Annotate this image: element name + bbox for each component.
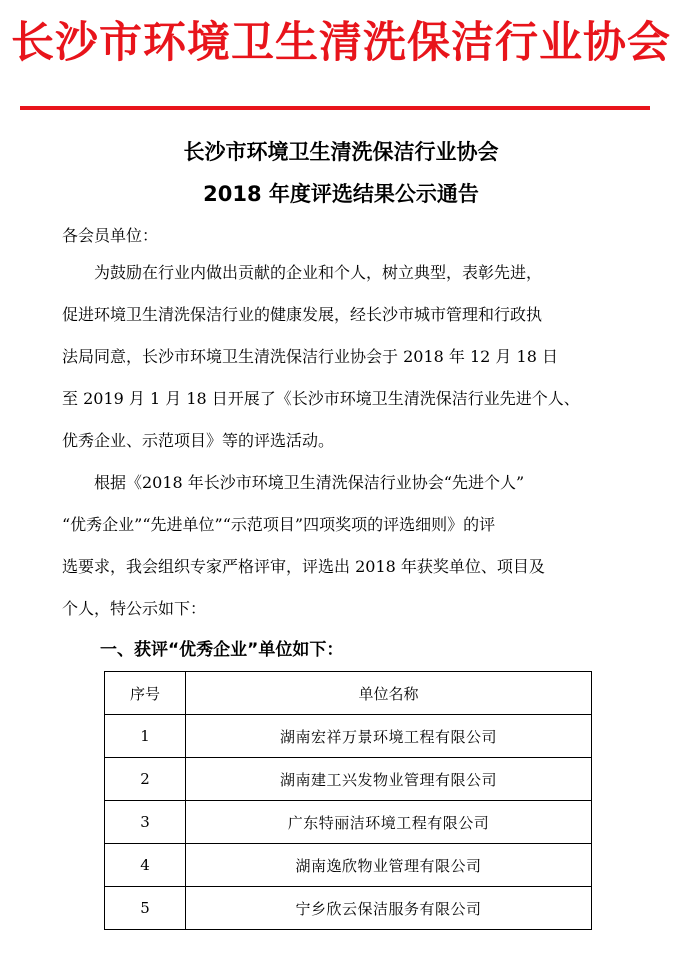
row-index: 2: [105, 758, 186, 801]
paragraph-line: 选要求，我会组织专家严格评审，评选出 2018 年获奖单位、项目及: [62, 557, 545, 576]
row-index: 1: [105, 715, 186, 758]
red-divider: [20, 106, 650, 110]
row-unit-name: 湖南宏祥万景环境工程有限公司: [186, 715, 592, 758]
table-row: [105, 844, 592, 887]
section-heading-excellent-enterprises: 一、获评“优秀企业”单位如下：: [100, 640, 344, 660]
column-header-unit-name: 单位名称: [186, 672, 592, 715]
table-row: [105, 801, 592, 844]
row-unit-name: 湖南逸欣物业管理有限公司: [186, 844, 592, 887]
row-index: 4: [105, 844, 186, 887]
paragraph-1: [62, 252, 620, 462]
row-index: 3: [105, 801, 186, 844]
paragraph-line: 个人，特公示如下：: [62, 599, 207, 618]
row-index: 5: [105, 887, 186, 930]
row-unit-name: 宁乡欣云保洁服务有限公司: [186, 887, 592, 930]
paragraph-line: 根据《2018 年长沙市环境卫生清洗保洁行业协会“先进个人”: [94, 473, 525, 492]
masthead-title: 长沙市环境卫生清洗保洁行业协会: [11, 18, 671, 68]
paragraph-line: 为鼓励在行业内做出贡献的企业和个人，树立典型，表彰先进，: [94, 263, 543, 282]
row-unit-name: 湖南建工兴发物业管理有限公司: [186, 758, 592, 801]
document-title-line-2: 2018 年度评选结果公示通告: [203, 182, 479, 206]
table-row: [105, 715, 592, 758]
paragraph-line: 至 2019 月 1 月 18 日开展了《长沙市环境卫生清洗保洁行业先进个人、: [62, 389, 580, 408]
row-unit-name: 广东特丽洁环境工程有限公司: [186, 801, 592, 844]
paragraph-line: 促进环境卫生清洗保洁行业的健康发展，经长沙市城市管理和行政执: [62, 305, 543, 324]
salutation: 各会员单位：: [62, 226, 159, 245]
column-header-index: 序号: [105, 672, 186, 715]
paragraph-line: 法局同意，长沙市环境卫生清洗保洁行业协会于 2018 年 12 月 18 日: [62, 347, 558, 366]
paragraph-2: [62, 462, 620, 630]
paragraph-line: “优秀企业”“先进单位”“示范项目”四项奖项的评选细则》的评: [62, 515, 496, 534]
table-row: [105, 758, 592, 801]
paragraph-line: 优秀企业、示范项目》等的评选活动。: [62, 431, 335, 450]
table-header-row: [105, 672, 592, 715]
award-table: [104, 671, 592, 930]
table-row: [105, 887, 592, 930]
document-title-line-1: 长沙市环境卫生清洗保洁行业协会: [183, 140, 499, 164]
